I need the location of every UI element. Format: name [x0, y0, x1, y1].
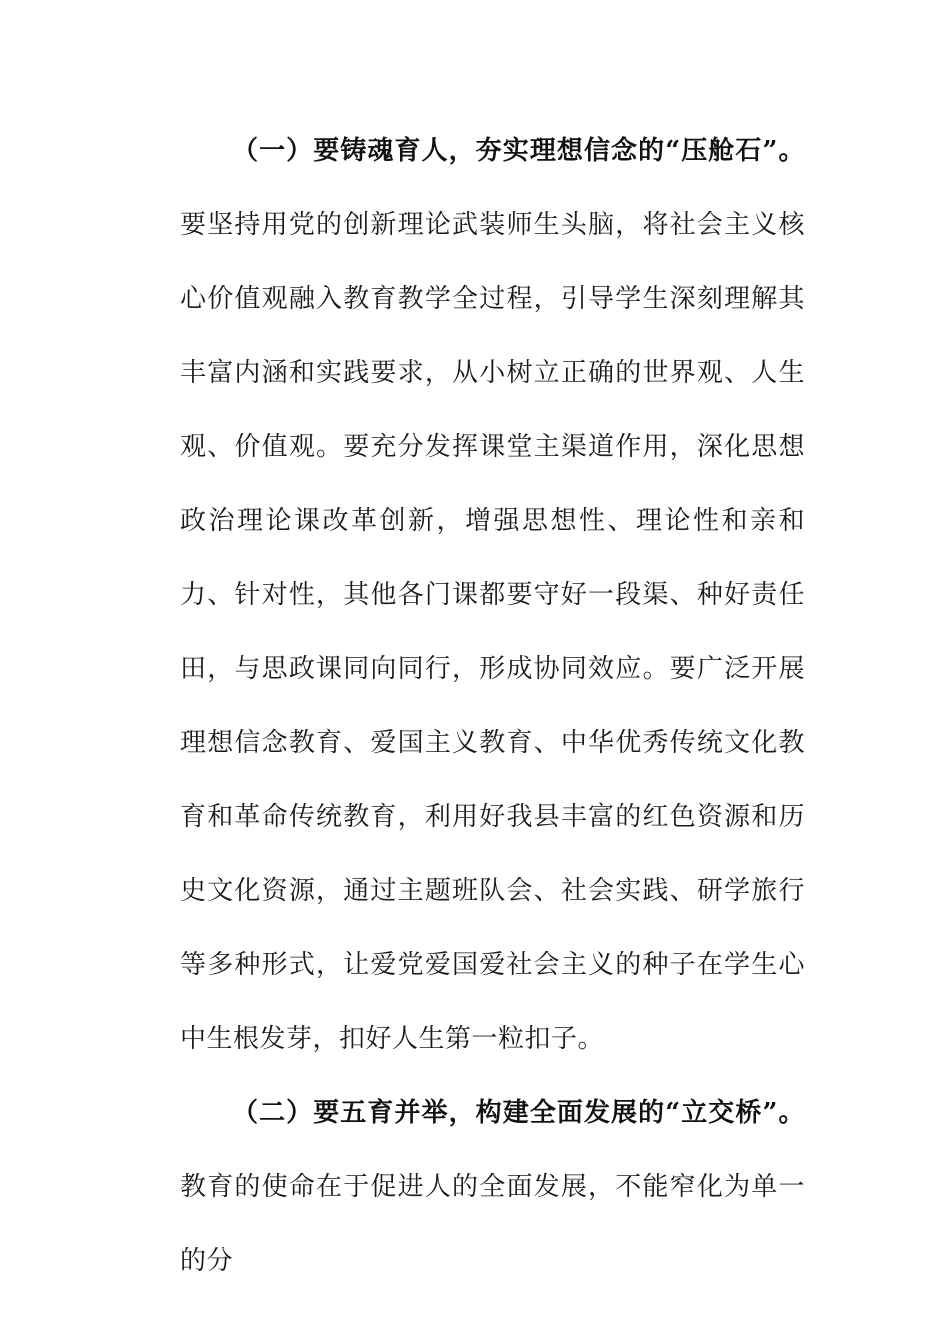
paragraph-1-body: 要坚持用党的创新理论武装师生头脑，将社会主义核心价值观融入教育教学全过程，引导学生深刻理解其丰富内涵和实践要求，从小树立正确的世界观、人生观、价值观。要充分发挥课堂主渠道作用，深化思想政治理论课改革创新，增强思想性、理论性和亲和力、针对性，其他各门课都要守好一段渠、种好责任田，与思政课同向同行，形成协同效应。要广泛开展理想信念教育、爱国主义教育、中华优秀传统文化教育和革命传统教育，利用好我县丰富的红色资源和历史文化资源，通过主题班队会、社会实践、研学旅行等多种形式，让爱党爱国爱社会主义的种子在学生心中生根发芽，扣好人生第一粒扣子。	[180, 210, 805, 1054]
paragraph-1-heading: （一）要铸魂育人，夯实理想信念的“压舱石”。	[232, 136, 805, 166]
paragraph-2	[180, 1076, 805, 1298]
paragraph-2-body: 教育的使命在于促进人的全面发展，不能窄化为单一的分	[180, 1172, 805, 1276]
paragraph-1	[180, 114, 805, 1076]
paragraph-2-heading: （二）要五育并举，构建全面发展的“立交桥”。	[232, 1098, 805, 1128]
document-body	[180, 114, 805, 1298]
